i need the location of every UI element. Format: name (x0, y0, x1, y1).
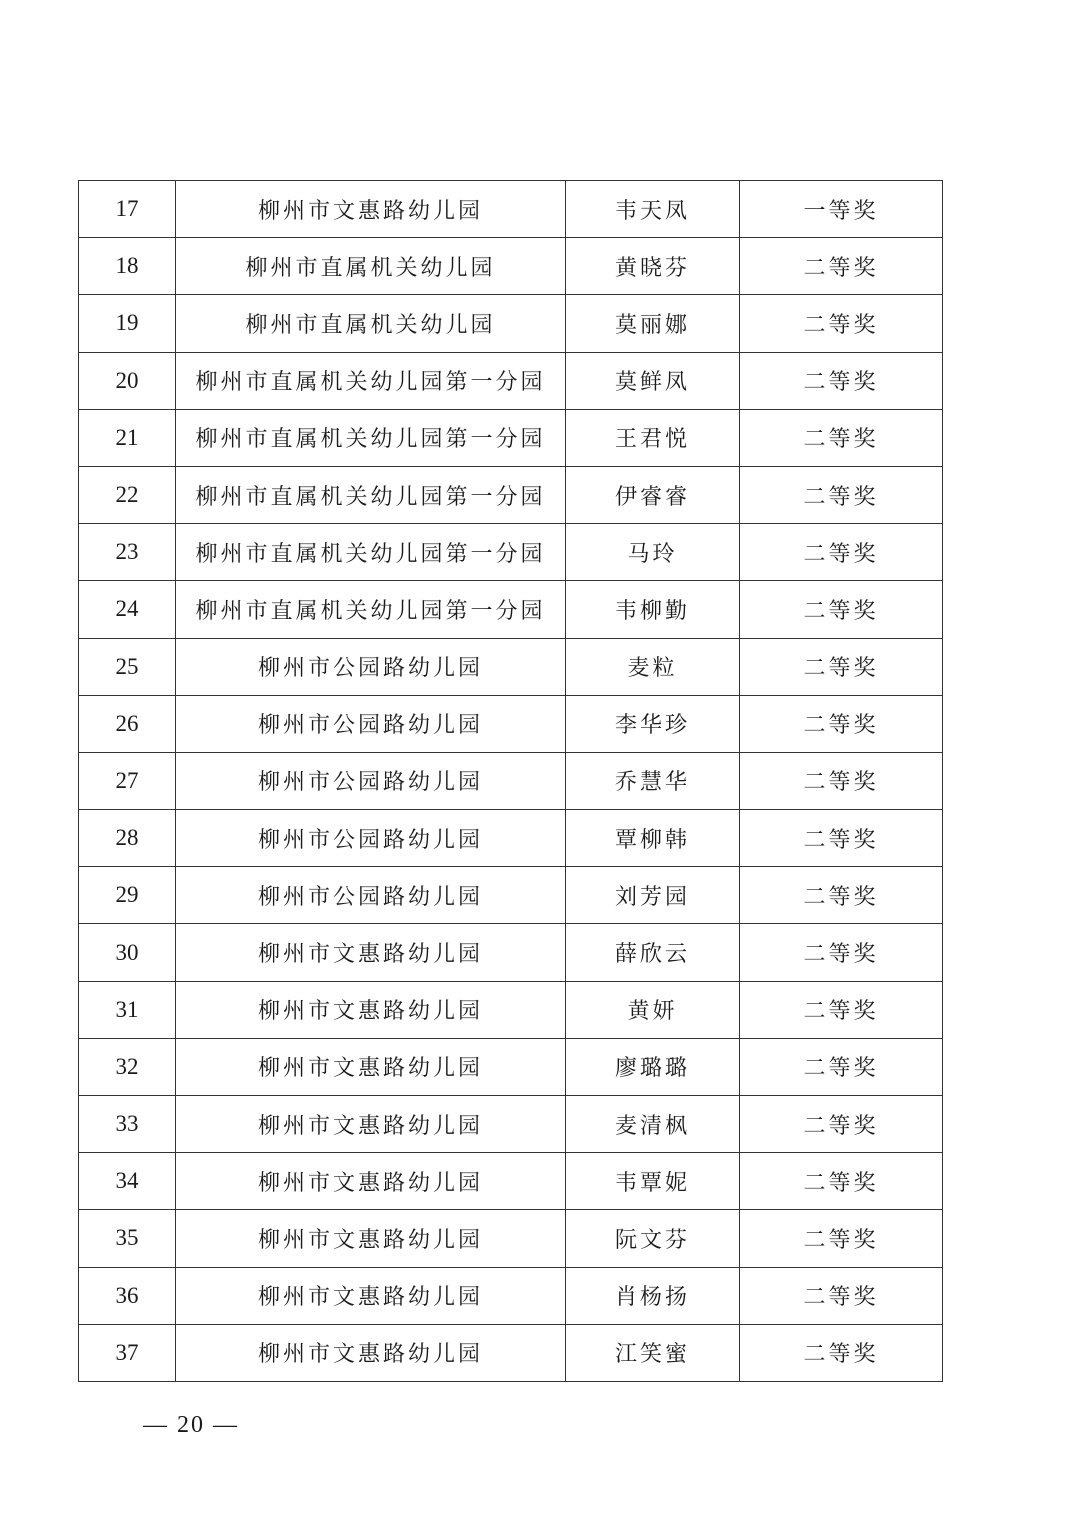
row-number-cell: 28 (79, 810, 176, 867)
unit-cell: 柳州市直属机关幼儿园 (176, 295, 566, 352)
table-row (79, 181, 943, 238)
unit-cell: 柳州市直属机关幼儿园第一分园 (176, 466, 566, 523)
award-cell: 二等奖 (740, 810, 943, 867)
row-number-cell: 32 (79, 1038, 176, 1095)
table-row (79, 1210, 943, 1267)
person-name-cell: 刘芳园 (566, 867, 740, 924)
unit-cell: 柳州市直属机关幼儿园第一分园 (176, 581, 566, 638)
table-row (79, 752, 943, 809)
unit-cell: 柳州市文惠路幼儿园 (176, 1210, 566, 1267)
table-row (79, 295, 943, 352)
award-cell: 二等奖 (740, 924, 943, 981)
unit-cell: 柳州市公园路幼儿园 (176, 695, 566, 752)
unit-cell: 柳州市文惠路幼儿园 (176, 181, 566, 238)
table-row (79, 409, 943, 466)
table-row (79, 638, 943, 695)
table-row (79, 1096, 943, 1153)
person-name-cell: 薛欣云 (566, 924, 740, 981)
award-table (78, 180, 943, 1382)
table-row (79, 581, 943, 638)
table-row (79, 810, 943, 867)
award-cell: 二等奖 (740, 409, 943, 466)
award-cell: 一等奖 (740, 181, 943, 238)
row-number-cell: 33 (79, 1096, 176, 1153)
table-row (79, 867, 943, 924)
award-cell: 二等奖 (740, 466, 943, 523)
row-number-cell: 21 (79, 409, 176, 466)
table-row (79, 352, 943, 409)
person-name-cell: 李华珍 (566, 695, 740, 752)
row-number-cell: 27 (79, 752, 176, 809)
page-number: — 20 — (143, 1412, 239, 1438)
unit-cell: 柳州市文惠路幼儿园 (176, 1096, 566, 1153)
person-name-cell: 马玲 (566, 524, 740, 581)
award-cell: 二等奖 (740, 1267, 943, 1324)
row-number-cell: 31 (79, 981, 176, 1038)
row-number-cell: 20 (79, 352, 176, 409)
award-cell: 二等奖 (740, 638, 943, 695)
row-number-cell: 34 (79, 1153, 176, 1210)
award-cell: 二等奖 (740, 524, 943, 581)
row-number-cell: 37 (79, 1324, 176, 1381)
row-number-cell: 36 (79, 1267, 176, 1324)
award-cell: 二等奖 (740, 1038, 943, 1095)
unit-cell: 柳州市直属机关幼儿园第一分园 (176, 524, 566, 581)
row-number-cell: 25 (79, 638, 176, 695)
person-name-cell: 韦柳勤 (566, 581, 740, 638)
person-name-cell: 麦清枫 (566, 1096, 740, 1153)
award-rows (79, 181, 943, 1382)
person-name-cell: 阮文芬 (566, 1210, 740, 1267)
person-name-cell: 黄晓芬 (566, 238, 740, 295)
award-cell: 二等奖 (740, 752, 943, 809)
person-name-cell: 江笑蜜 (566, 1324, 740, 1381)
award-cell: 二等奖 (740, 581, 943, 638)
row-number-cell: 30 (79, 924, 176, 981)
unit-cell: 柳州市公园路幼儿园 (176, 810, 566, 867)
row-number-cell: 35 (79, 1210, 176, 1267)
table-row (79, 1267, 943, 1324)
unit-cell: 柳州市文惠路幼儿园 (176, 1267, 566, 1324)
award-cell: 二等奖 (740, 1153, 943, 1210)
unit-cell: 柳州市文惠路幼儿园 (176, 1038, 566, 1095)
unit-cell: 柳州市文惠路幼儿园 (176, 1324, 566, 1381)
person-name-cell: 莫鲜凤 (566, 352, 740, 409)
row-number-cell: 17 (79, 181, 176, 238)
person-name-cell: 黄妍 (566, 981, 740, 1038)
person-name-cell: 乔慧华 (566, 752, 740, 809)
unit-cell: 柳州市文惠路幼儿园 (176, 1153, 566, 1210)
award-cell: 二等奖 (740, 1096, 943, 1153)
award-cell: 二等奖 (740, 1210, 943, 1267)
award-cell: 二等奖 (740, 238, 943, 295)
row-number-cell: 18 (79, 238, 176, 295)
award-cell: 二等奖 (740, 981, 943, 1038)
award-cell: 二等奖 (740, 352, 943, 409)
award-cell: 二等奖 (740, 695, 943, 752)
table-row (79, 466, 943, 523)
table-row (79, 695, 943, 752)
person-name-cell: 肖杨扬 (566, 1267, 740, 1324)
award-cell: 二等奖 (740, 867, 943, 924)
person-name-cell: 伊睿睿 (566, 466, 740, 523)
table-row (79, 924, 943, 981)
row-number-cell: 24 (79, 581, 176, 638)
person-name-cell: 韦天凤 (566, 181, 740, 238)
unit-cell: 柳州市文惠路幼儿园 (176, 924, 566, 981)
table-row (79, 1038, 943, 1095)
table-row (79, 238, 943, 295)
person-name-cell: 廖璐璐 (566, 1038, 740, 1095)
table-row (79, 524, 943, 581)
unit-cell: 柳州市公园路幼儿园 (176, 752, 566, 809)
person-name-cell: 麦粒 (566, 638, 740, 695)
unit-cell: 柳州市直属机关幼儿园 (176, 238, 566, 295)
person-name-cell: 莫丽娜 (566, 295, 740, 352)
row-number-cell: 19 (79, 295, 176, 352)
person-name-cell: 覃柳韩 (566, 810, 740, 867)
table-row (79, 981, 943, 1038)
row-number-cell: 29 (79, 867, 176, 924)
award-cell: 二等奖 (740, 1324, 943, 1381)
unit-cell: 柳州市直属机关幼儿园第一分园 (176, 409, 566, 466)
unit-cell: 柳州市直属机关幼儿园第一分园 (176, 352, 566, 409)
row-number-cell: 26 (79, 695, 176, 752)
unit-cell: 柳州市文惠路幼儿园 (176, 981, 566, 1038)
unit-cell: 柳州市公园路幼儿园 (176, 867, 566, 924)
row-number-cell: 22 (79, 466, 176, 523)
unit-cell: 柳州市公园路幼儿园 (176, 638, 566, 695)
person-name-cell: 韦覃妮 (566, 1153, 740, 1210)
table-row (79, 1153, 943, 1210)
person-name-cell: 王君悦 (566, 409, 740, 466)
table-row (79, 1324, 943, 1381)
award-cell: 二等奖 (740, 295, 943, 352)
row-number-cell: 23 (79, 524, 176, 581)
